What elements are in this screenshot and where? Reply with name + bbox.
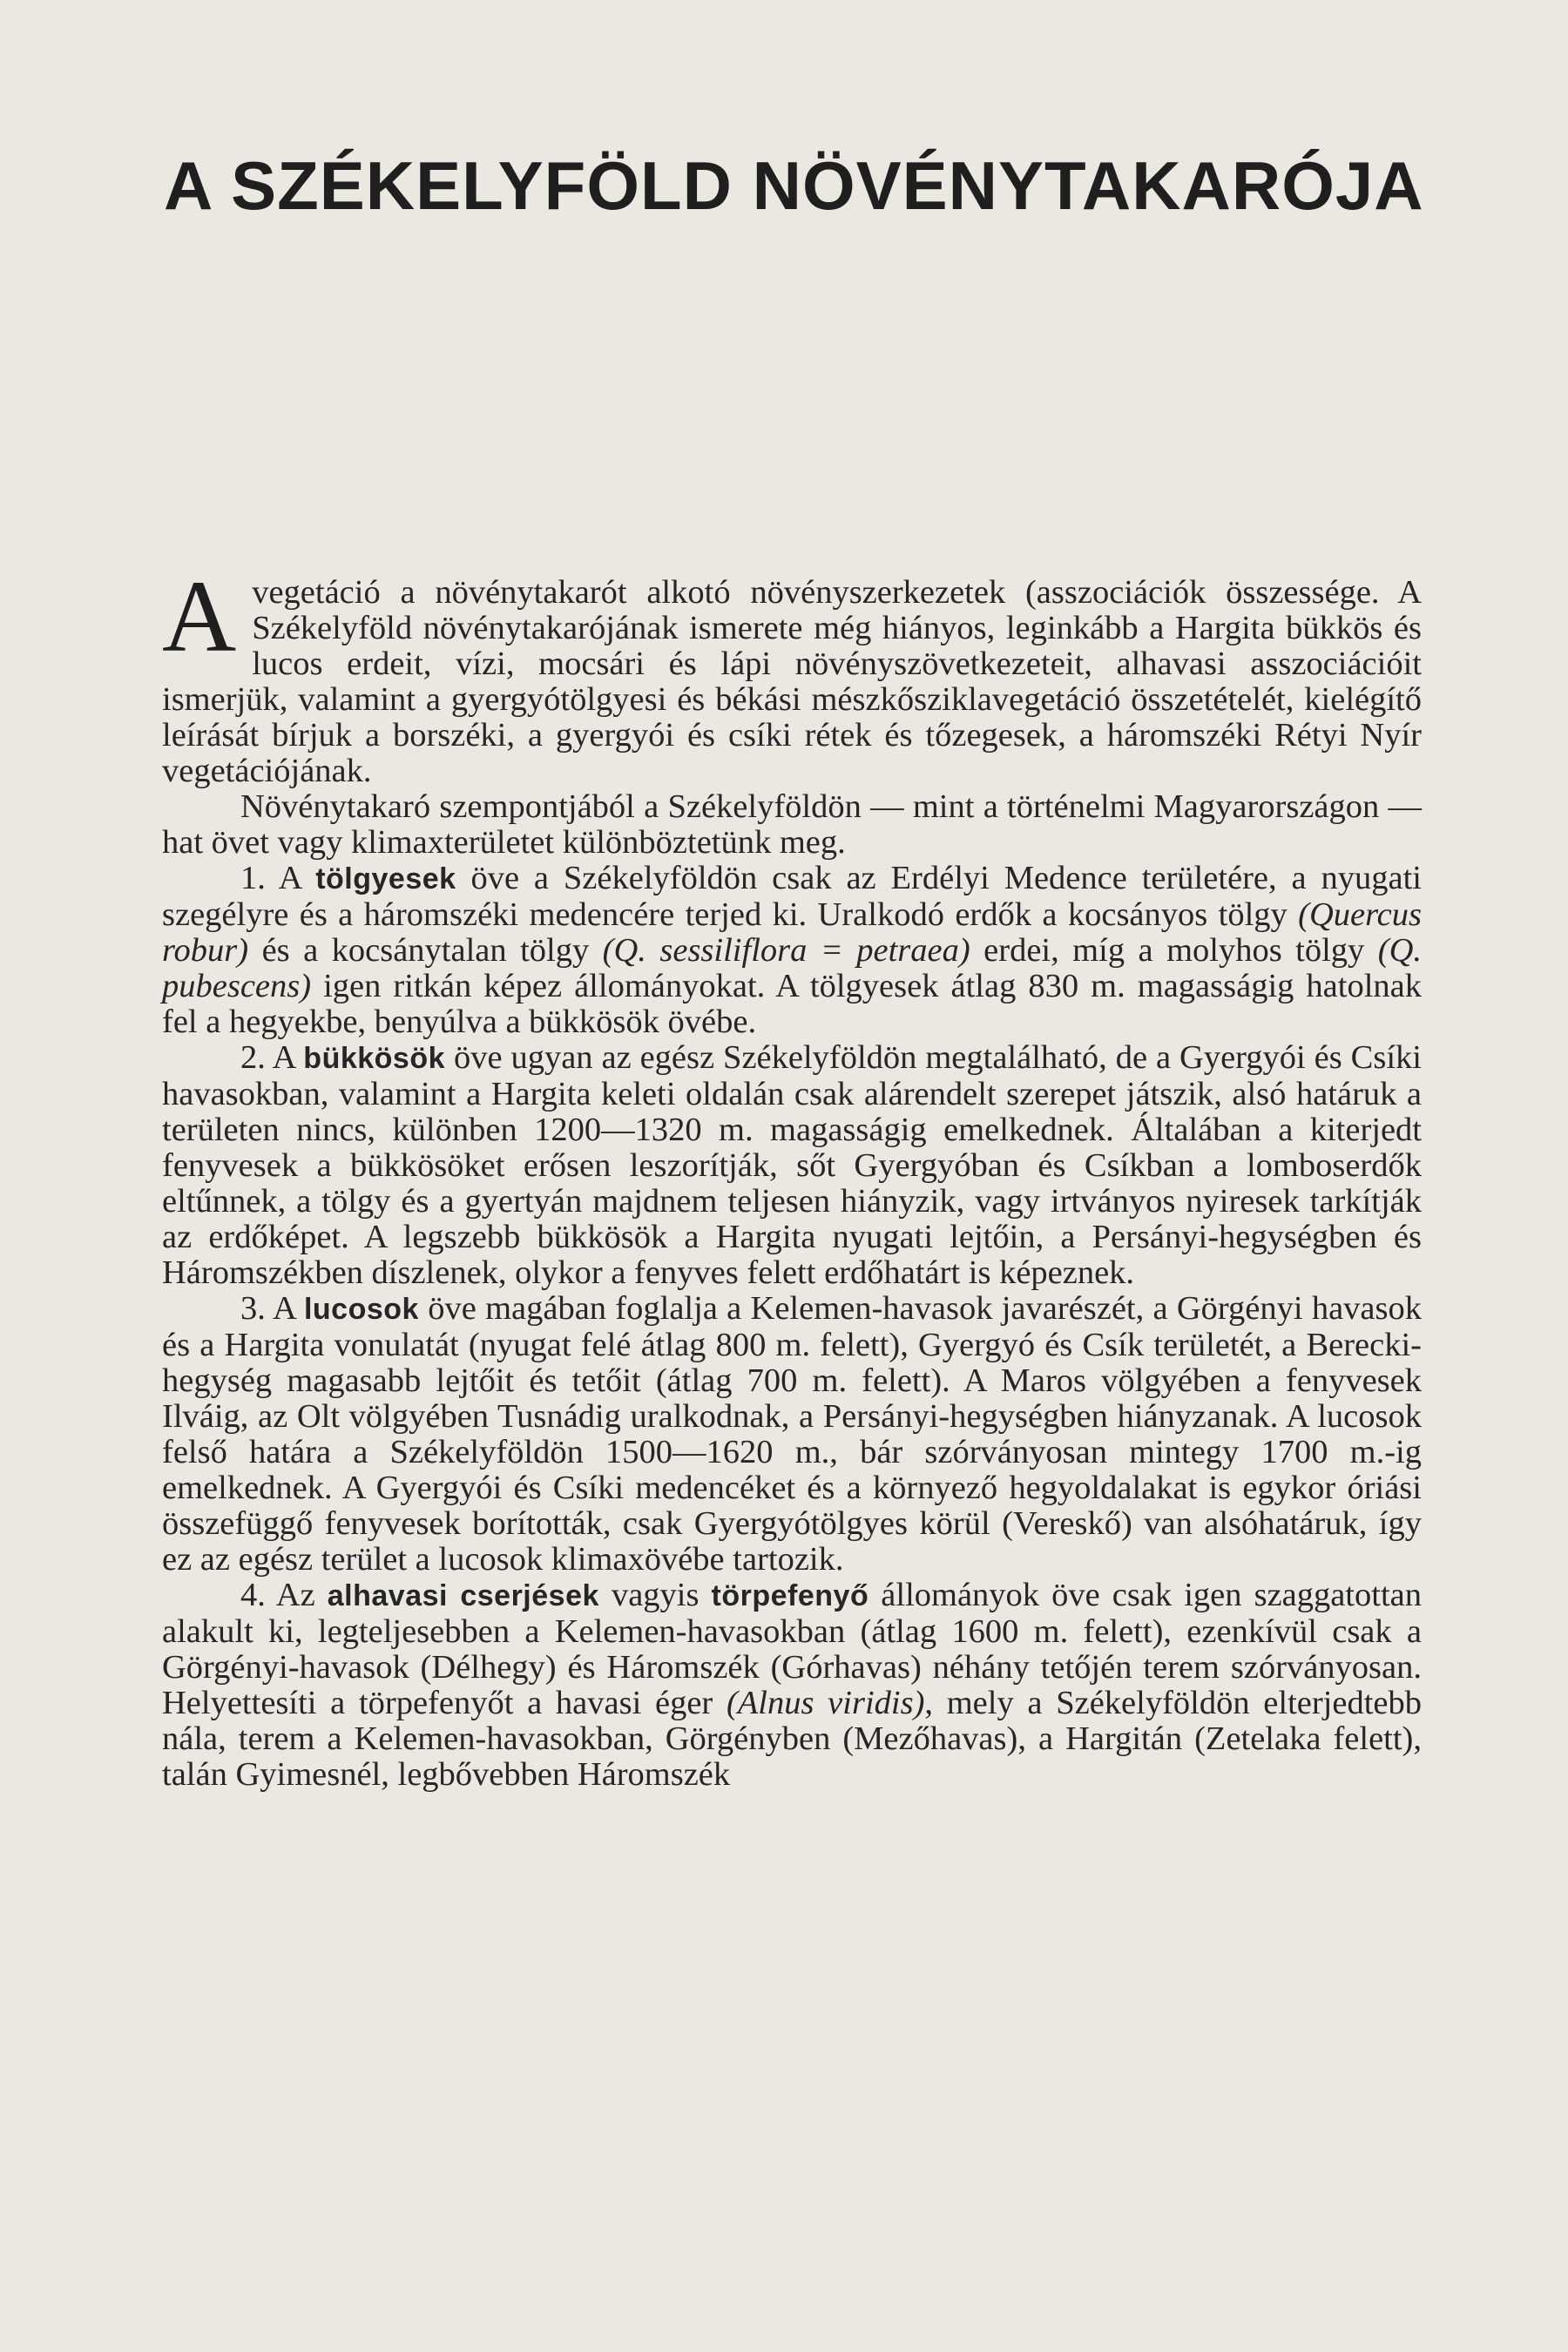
text-run: 3. A [240, 1290, 304, 1327]
latin-name: (Quercus robur) [162, 896, 1422, 969]
bold-term: alhavasi cserjések [327, 1579, 599, 1612]
text-run: erdei, míg a molyhos tölgy [970, 932, 1378, 969]
paragraph-subalpine-shrubs [162, 1578, 1422, 1793]
text-run: öve a Székelyföldön csak az Erdélyi Medence területére, a nyugati szegélyre és a háromszéki medencére terjed ki. Uralkodó erdők a kocsányos tölgy [162, 860, 1422, 933]
article-body [162, 559, 1422, 1793]
drop-cap: A [162, 559, 237, 673]
paragraph-intro [162, 559, 1422, 789]
text-run: 4. Az [240, 1577, 328, 1613]
page-title: A SZÉKELYFÖLD NÖVÉNYTAKARÓJA [164, 147, 1424, 224]
latin-name: (Alnus viridis) [726, 1685, 925, 1721]
bold-term: lucosok [303, 1293, 419, 1326]
text-run: vagyis [598, 1577, 712, 1613]
text-run: , mely a Székelyföldön elterjedtebb nála, terem a Kelemen-havasokban, Görgényben (Mezőhavas), a Hargitán (Zetelaka felett), talán Gyimesnél, legbővebben Háromszék [162, 1685, 1422, 1793]
bold-term: tölgyesek [315, 862, 456, 896]
bold-term: törpefenyő [711, 1579, 869, 1612]
bold-term: bükkösök [303, 1042, 446, 1075]
paragraph-beech-forests [162, 1040, 1422, 1291]
paragraph-spruce-forests [162, 1291, 1422, 1578]
intro-text: vegetáció a növénytakarót alkotó növényszerkezetek (asszociációk összessége. A Székelyföld növénytakarójának ismerete még hiányos, leginkább a Hargita bükkös és lucos erdeit, vízi, mocsári és lápi növényszövetkezeteit, alhavasi asszociációit ismerjük, valamint a gyergyótölgyesi és békási mészkősziklavegetáció összetételét, kielégítő leírását bírjuk a borszéki, a gyergyói és csíki rétek és tőzegesek, a háromszéki Rétyi Nyír vegetációjának. [162, 574, 1422, 789]
paragraph-zones: Növénytakaró szempontjából a Székelyföldön — mint a történelmi Magyarországon — hat övet vagy klimaxterületet különböztetünk meg. [162, 788, 1422, 861]
text-run: 2. A [240, 1039, 304, 1076]
text-run: 1. A [240, 860, 316, 896]
text-run: öve magában foglalja a Kelemen-havasok javarészét, a Görgényi havasok és a Hargita vonulatát (nyugat felé átlag 800 m. felett), Gyergyó és Csík területét, a Berecki-hegység magasabb lejtőit és tetőit (átlag 700 m. felett). A Maros völgyében a fenyvesek Ilváig, az Olt völgyében Tusnádig uralkodnak, a Persányi-hegységben hiányzanak. A lucosok felső határa a Székelyföldön 1500—1620 m., bár szórványosan mintegy 1700 m.-ig emelkednek. A Gyergyói és Csíki medencéket és a környező hegyoldalakat is egykor óriási összefüggő fenyvesek borították, csak Gyergyótölgyes körül (Vereskő) van alsóhatáruk, így ez az egész terület a lucosok klimaxövébe tartozik. [162, 1290, 1422, 1578]
latin-name: (Q. pubescens) [162, 932, 1422, 1004]
text-run: öve ugyan az egész Székelyföldön megtalálható, de a Gyergyói és Csíki havasokban, valamint a Hargita keleti oldalán csak alárendelt szerepet játszik, alsó határuk a területen nincs, különben 1200—1320 m. magasságig emelkednek. Általában a kiterjedt fenyvesek a bükkösöket erősen leszorítják, sőt Gyergyóban és Csíkban a lomboserdők eltűnnek, a tölgy és a gyertyán majdnem teljesen hiányzik, vagy irtványos nyiresek tarkítják az erdőképet. A legszebb bükkösök a Hargita nyugati lejtőin, a Persányi-hegységben és Háromszékben díszlenek, olykor a fenyves felett erdőhatárt is képeznek. [162, 1039, 1422, 1291]
paragraph-oak-forests [162, 861, 1422, 1040]
text-run: állományok öve csak igen szaggatottan alakult ki, legteljesebben a Kelemen-havasokban (átlag 1600 m. felett), ezenkívül csak a Görgényi-havasok (Délhegy) és Háromszék (Górhavas) néhány tetőjén terem szórványosan. Helyettesíti a törpefenyőt a havasi éger [162, 1577, 1422, 1721]
latin-name: (Q. sessiliflora = petraea) [602, 932, 970, 969]
text-run: és a kocsánytalan tölgy [248, 932, 603, 969]
text-run: igen ritkán képez állományokat. A tölgyesek átlag 830 m. magasságig hatolnak fel a hegyekbe, benyúlva a bükkösök övébe. [162, 968, 1422, 1040]
